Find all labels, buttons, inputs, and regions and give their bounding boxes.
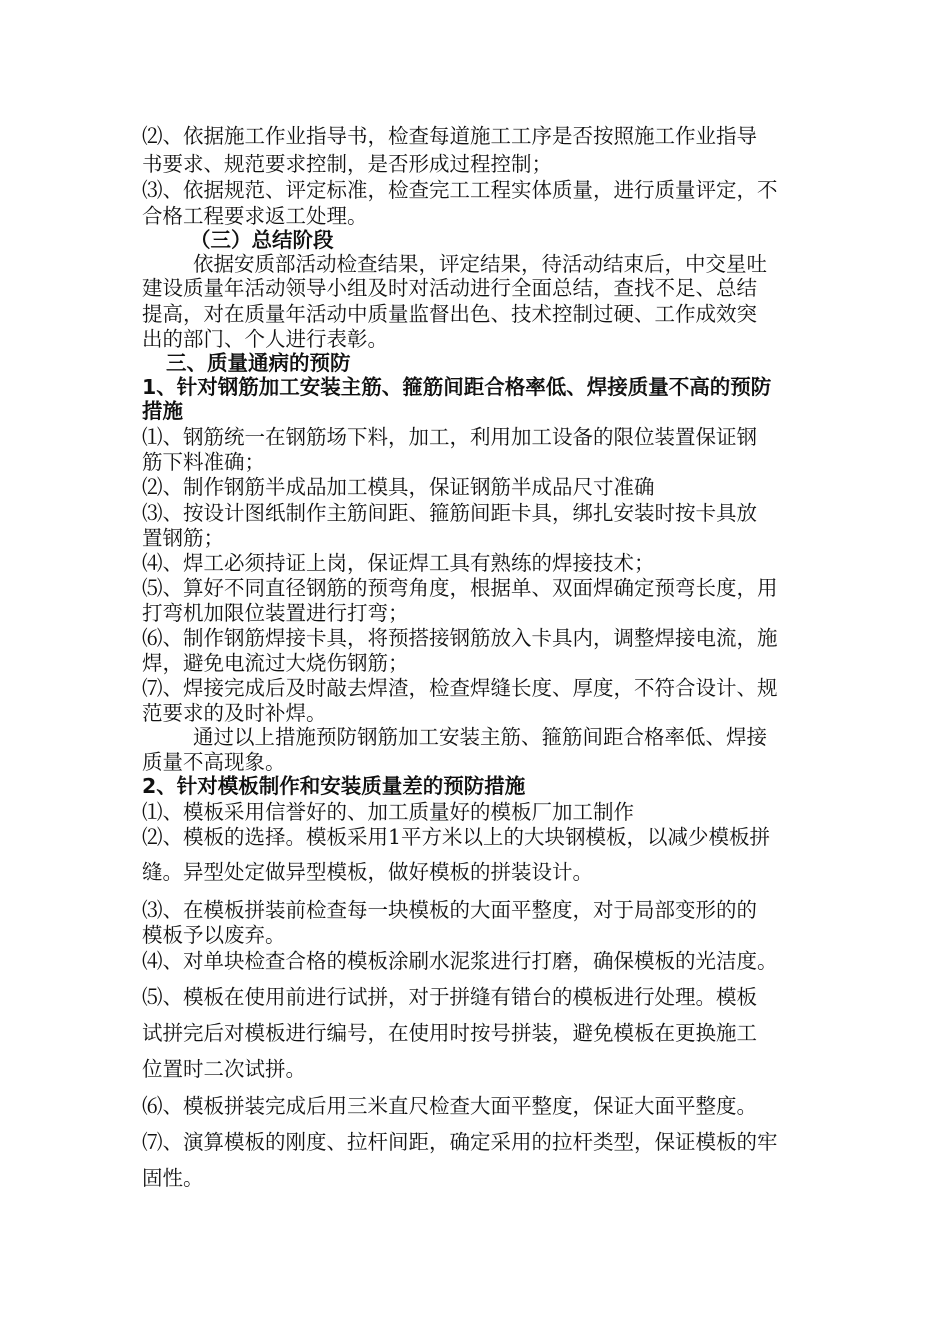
paragraph-line: ⑵、依据施工作业指导书，检查每道施工工序是否按照施工作业指导 [142,124,757,148]
list-item-line: ⑸、模板在使用前进行试拼，对于拼缝有错台的模板进行处理。模板 [142,985,757,1009]
paragraph-line: 书要求、规范要求控制，是否形成过程控制； [142,152,552,176]
list-item-line: ⑸、算好不同直径钢筋的预弯角度，根据单、双面焊确定预弯长度，用 [142,576,778,600]
list-item-line: ⑶、在模板拼装前检查每一块模板的大面平整度，对于局部变形的的 [142,898,757,922]
list-item-line: 筋下料准确； [142,450,265,474]
subsection-heading: 措施 [142,399,183,423]
list-item-line: 置钢筋； [142,526,224,550]
list-item-line: 范要求的及时补焊。 [142,701,327,725]
list-item-line: ⑴、钢筋统一在钢筋场下料，加工，利用加工设备的限位装置保证钢 [142,425,757,449]
section-heading: 三、质量通病的预防 [166,351,351,375]
list-item-line: ⑶、按设计图纸制作主筋间距、箍筋间距卡具，绑扎安装时按卡具放 [142,501,757,525]
list-item-line: ⑺、演算模板的刚度、拉杆间距，确定采用的拉杆类型，保证模板的牢 [142,1130,778,1154]
list-item-line: ⑵、模板的选择。模板采用1平方米以上的大块钢模板，以减少模板拼 [142,825,771,849]
list-item-line: 固性。 [142,1166,204,1190]
list-item-line: 打弯机加限位装置进行打弯； [142,601,409,625]
list-item-line: 缝。异型处定做异型模板，做好模板的拼装设计。 [142,860,593,884]
list-item-line: ⑵、制作钢筋半成品加工模具，保证钢筋半成品尺寸准确 [142,475,655,499]
paragraph-line: ⑶、依据规范、评定标准，检查完工工程实体质量，进行质量评定，不 [142,178,778,202]
paragraph-line: 提高，对在质量年活动中质量监督出色、技术控制过硬、工作成效突 [142,302,757,326]
list-item-line: 模板予以废弃。 [142,923,286,947]
list-item-line: ⑹、模板拼装完成后用三米直尺检查大面平整度，保证大面平整度。 [142,1094,757,1118]
list-item-line: ⑺、焊接完成后及时敲去焊渣，检查焊缝长度、厚度，不符合设计、规 [142,676,778,700]
section-heading: （三）总结阶段 [190,228,334,252]
list-item-line: ⑹、制作钢筋焊接卡具，将预搭接钢筋放入卡具内，调整焊接电流，施 [142,626,778,650]
list-item-line: 焊，避免电流过大烧伤钢筋； [142,651,409,675]
paragraph-line: 出的部门、个人进行表彰。 [142,327,388,351]
paragraph-line: 建设质量年活动领导小组及时对活动进行全面总结，查找不足、总结 [142,276,757,300]
list-item-line: ⑴、模板采用信誉好的、加工质量好的模板厂加工制作 [142,800,634,824]
list-item-line: ⑷、焊工必须持证上岗，保证焊工具有熟练的焊接技术； [142,551,655,575]
paragraph-line: 通过以上措施预防钢筋加工安装主筋、箍筋间距合格率低、焊接 [193,725,767,749]
subsection-heading: 1、针对钢筋加工安装主筋、箍筋间距合格率低、焊接质量不高的预防 [142,375,772,399]
list-item-line: 位置时二次试拼。 [142,1057,306,1081]
list-item-line: ⑷、对单块检查合格的模板涂刷水泥浆进行打磨，确保模板的光洁度。 [142,949,778,973]
list-item-line: 试拼完后对模板进行编号，在使用时按号拼装，避免模板在更换施工 [142,1021,757,1045]
paragraph-line: 质量不高现象。 [142,750,286,774]
paragraph-line: 依据安质部活动检查结果，评定结果，待活动结束后，中交星吐 [193,252,767,276]
paragraph-line: 合格工程要求返工处理。 [142,204,368,228]
subsection-heading: 2、针对模板制作和安装质量差的预防措施 [142,774,526,798]
